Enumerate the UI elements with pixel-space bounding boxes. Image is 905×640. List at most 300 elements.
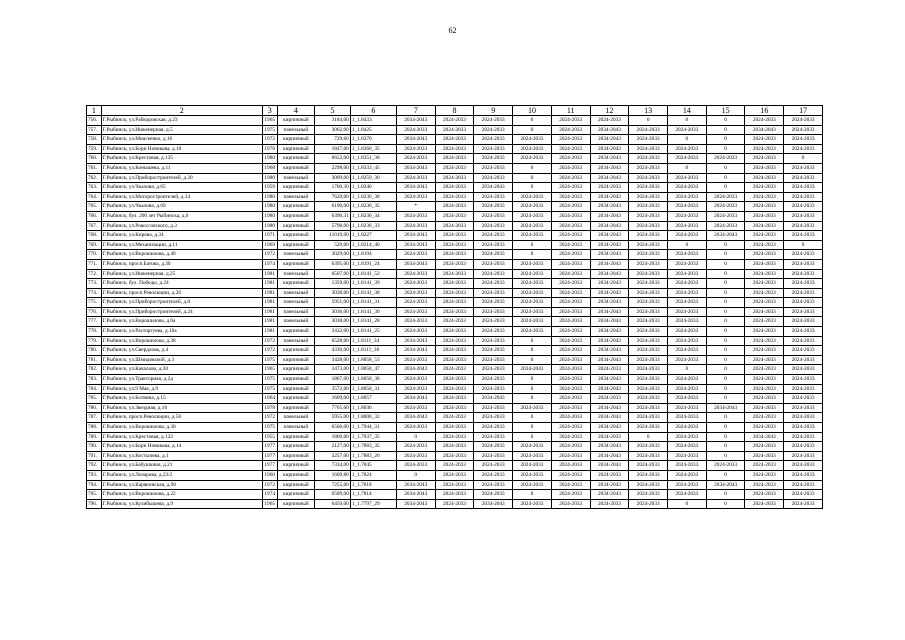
table-cell: Г.Рыбинск, ул.Кирова, д.34 [101,231,262,241]
table-cell: 2024-2033 [474,480,513,490]
table-cell: 2024-2033 [513,403,552,413]
table-cell: 2024-2033 [629,211,668,221]
column-header: 2 [101,106,262,116]
table-cell: 0 [513,336,552,346]
table-cell: 2024-2033 [629,346,668,356]
table-cell: 0 [706,116,745,126]
table-row [87,365,823,375]
table-cell: панельный [277,250,315,260]
table-row [87,461,823,471]
table-cell: 1981 [262,317,277,327]
table-cell: 2024-2033 [629,499,668,509]
table-cell: 2024-2033 [435,144,474,154]
table-cell: Г.Рыбинск, ул.Свердлова, д.4 [101,346,262,356]
table-cell: 1975 [262,423,277,433]
table-cell: 1_1.8433 [350,116,396,126]
table-cell: 2024-2033 [784,394,823,404]
table-cell: 2024-2033 [629,480,668,490]
table-cell: 2024-2033 [513,154,552,164]
table-cell: 7334,00 [315,461,351,471]
table-cell: 766. [87,211,102,221]
table-cell: 2024-2033 [784,480,823,490]
table-cell: 2034-2043 [590,307,629,317]
table-cell: кирпичный [277,231,315,241]
table-cell: 2024-2033 [435,365,474,375]
table-cell: 1860,00 [315,432,351,442]
table-cell: 0 [668,135,707,145]
table-cell: кирпичный [277,394,315,404]
table-cell: 7620,00 [315,192,351,202]
table-cell: 2034-2043 [396,259,435,269]
table-cell: кирпичный [277,279,315,289]
table-cell: 729,60 [315,135,351,145]
table-cell: 2024-2033 [551,470,590,480]
table-cell: кирпичный [277,135,315,145]
table-cell: 2024-2033 [706,221,745,231]
table-cell: 2024-2033 [784,432,823,442]
table-cell: 2024-2033 [745,470,784,480]
table-cell: 2024-2033 [629,144,668,154]
table-cell: 2024-2033 [668,346,707,356]
table-cell: 2034-2043 [396,135,435,145]
table-cell: 2024-2033 [474,221,513,231]
table-cell: 760. [87,154,102,164]
table-cell: 794. [87,480,102,490]
table-cell: 2024-2033 [668,384,707,394]
table-cell: 793. [87,470,102,480]
table-row [87,375,823,385]
table-cell: 0 [513,432,552,442]
table-row [87,346,823,356]
table-cell: Г.Рыбинск, ул.Бори Новикова, д.14 [101,442,262,452]
table-cell: 2024-2033 [513,231,552,241]
table-cell: 2024-2033 [435,355,474,365]
table-cell: 0 [706,423,745,433]
table-cell: 2024-2033 [551,269,590,279]
table-cell: Г.Рыбинск, бул. 200 лет Рыбинска, д.6 [101,211,262,221]
table-cell: 0 [706,365,745,375]
table-cell: 2024-2033 [474,288,513,298]
table-cell: 2024-2033 [784,192,823,202]
table-cell: 2024-2033 [745,298,784,308]
table-cell: 1975 [262,125,277,135]
table-cell: 1609,00 [315,394,351,404]
table-cell: 2024-2033 [590,470,629,480]
table-cell: 1_1.7883_35 [350,442,396,452]
table-cell: 6507,00 [315,269,351,279]
table-cell: 2024-2033 [784,461,823,471]
page-number: 62 [448,26,457,35]
table-cell: панельный [277,423,315,433]
table-cell: 2024-2033 [590,365,629,375]
table-cell: 11019,00 [315,231,351,241]
table-cell: 2024-2033 [474,442,513,452]
table-cell: 2298,00 [315,163,351,173]
table-cell: 2024-2033 [706,154,745,164]
table-cell: 2024-2033 [745,163,784,173]
table-cell: 2024-2033 [629,202,668,212]
table-cell: 763. [87,183,102,193]
table-cell: 2024-2033 [784,183,823,193]
table-cell: 4330,00 [315,346,351,356]
table-cell: 769. [87,240,102,250]
table-cell: 2034-2043 [590,336,629,346]
table-cell: 1_1.8259_30 [350,173,396,183]
table-cell: 1_1.8141_28 [350,317,396,327]
table-cell: 0 [513,394,552,404]
table-cell: 6190,00 [315,202,351,212]
table-cell: 2024-2033 [706,202,745,212]
table-cell: 0 [706,125,745,135]
table-cell: кирпичный [277,183,315,193]
table-cell: 2024-2033 [784,135,823,145]
table-cell: 2024-2033 [551,451,590,461]
table-cell: 2024-2033 [435,173,474,183]
table-cell: 786. [87,403,102,413]
table-cell: 2024-2033 [396,125,435,135]
table-cell: 2024-2033 [551,288,590,298]
table-cell: 2024-2033 [474,116,513,126]
table-cell: 2024-2033 [745,384,784,394]
table-cell: 2024-2033 [668,451,707,461]
table-cell: 2034-2043 [396,240,435,250]
table-cell: кирпичный [277,365,315,375]
table-cell: 1_1.8191_24 [350,259,396,269]
table-cell: 782. [87,365,102,375]
table-cell: Г.Рыбинск, ул.Шмидовской, д.3 [101,355,262,365]
table-cell: 2024-2033 [551,116,590,126]
table-cell: 2024-2033 [474,144,513,154]
table-cell: 2024-2033 [668,288,707,298]
table-cell: 0 [706,413,745,423]
table-cell: 1_1.7818 [350,480,396,490]
table-cell: 2024-2033 [435,192,474,202]
table-cell: 1_1.7814 [350,490,396,500]
table-cell: 1_1.7883_26 [350,451,396,461]
table-cell: 2024-2033 [435,298,474,308]
table-cell: 2024-2033 [668,298,707,308]
table-cell: 2034-2043 [590,423,629,433]
table-row [87,432,823,442]
table-cell: 1_1.8058_38 [350,375,396,385]
table-row [87,183,823,193]
table-cell: 1981 [262,307,277,317]
table-cell: 2024-2033 [629,298,668,308]
table-row [87,202,823,212]
table-cell: 2024-2033 [435,240,474,250]
table-cell: 2024-2033 [513,202,552,212]
table-cell: 2024-2033 [784,288,823,298]
table-row [87,192,823,202]
table-cell: 796. [87,499,102,509]
table-cell: 2024-2033 [474,202,513,212]
table-cell: 2024-2033 [629,355,668,365]
table-cell: 7765,60 [315,403,351,413]
table-cell: 1980 [262,202,277,212]
table-cell: 2024-2033 [629,403,668,413]
table-cell: 2024-2033 [396,221,435,231]
table-cell: 2024-2033 [435,154,474,164]
table-row [87,307,823,317]
table-cell: 2024-2033 [784,327,823,337]
table-cell: 2034-2043 [590,154,629,164]
table-cell: 2024-2033 [590,116,629,126]
column-header: 17 [784,106,823,116]
table-row [87,317,823,327]
table-cell: 2024-2033 [551,442,590,452]
table-cell: 2034-2043 [590,413,629,423]
table-cell: 3062,00 [315,125,351,135]
table-cell: 2024-2033 [784,221,823,231]
table-cell: 2024-2033 [590,183,629,193]
table-cell: 0 [706,298,745,308]
table-cell: 761. [87,163,102,173]
table-cell: 1_1.7944_31 [350,423,396,433]
table-cell: 1972 [262,135,277,145]
table-cell: 0 [668,240,707,250]
table-cell: 2024-2033 [474,211,513,221]
table-cell: 2024-2033 [513,288,552,298]
table-cell: 2034-2043 [513,365,552,375]
table-cell: 1974 [262,490,277,500]
table-cell: 771. [87,259,102,269]
table-row [87,413,823,423]
table-row [87,250,823,260]
table-cell: 1981 [262,327,277,337]
table-cell: 2024-2033 [784,423,823,433]
header-row [87,106,823,116]
table-cell: 1359,00 [315,279,351,289]
table-cell: 2024-2033 [668,355,707,365]
table-cell: 2024-2033 [551,317,590,327]
table-cell: 2024-2033 [590,394,629,404]
table-cell: 2024-2033 [551,259,590,269]
table-cell: 790. [87,442,102,452]
table-row [87,173,823,183]
table-cell: 1_1.8141_39 [350,279,396,289]
table-cell: 2024-2033 [629,154,668,164]
table-cell: 2024-2033 [668,375,707,385]
table-row [87,231,823,241]
table-cell: 2024-2033 [435,202,474,212]
table-cell: 1_1.8036 [350,403,396,413]
table-cell: 6450,00 [315,499,351,509]
table-cell: 2024-2033 [745,375,784,385]
table-row [87,269,823,279]
table-cell: кирпичный [277,490,315,500]
table-cell: 2024-2033 [435,403,474,413]
table-cell: 2034-2043 [706,403,745,413]
table-row [87,163,823,173]
table-cell: 1_1.8333_45 [350,163,396,173]
table-cell: 0 [513,163,552,173]
table-cell: кирпичный [277,116,315,126]
table-cell: 1_1.8141_52 [350,269,396,279]
table-cell: 2024-2033 [513,307,552,317]
table-cell: 2024-2033 [629,173,668,183]
table-cell: 2024-2033 [551,403,590,413]
table-cell: 2024-2033 [668,125,707,135]
table-cell: 6589,00 [315,490,351,500]
table-cell: 779. [87,336,102,346]
table-cell: Г.Рыбинск, бул. Победы, д.24 [101,279,262,289]
table-cell: 2024-2033 [551,394,590,404]
table-cell: 1974 [262,259,277,269]
table-cell: 2024-2033 [551,279,590,289]
table-cell: 2024-2033 [435,231,474,241]
table-cell: 1_1.8058_53 [350,355,396,365]
table-cell: 2024-2033 [435,499,474,509]
table-cell: 2024-2033 [551,499,590,509]
table-cell: кирпичный [277,154,315,164]
table-row [87,211,823,221]
table-cell: кирпичный [277,461,315,471]
table-cell: 0 [706,240,745,250]
table-cell: 2024-2033 [551,125,590,135]
table-cell: Г.Рыбинск, просп.Революции, д.58 [101,413,262,423]
table-cell: 2024-2033 [435,269,474,279]
table-cell: 2024-2033 [396,173,435,183]
table-cell: 0 [629,432,668,442]
table-cell: 2024-2033 [745,336,784,346]
table-cell: 2024-2033 [668,269,707,279]
table-cell: Г.Рыбинск, ул.Тракторная, д.2д [101,375,262,385]
table-cell: 2034-2043 [396,413,435,423]
table-cell: 0 [513,384,552,394]
table-cell: 2024-2033 [745,192,784,202]
table-cell: 759. [87,144,102,154]
table-cell: 2024-2033 [435,470,474,480]
table-cell: 2024-2033 [629,490,668,500]
table-cell: 1980 [262,221,277,231]
table-cell: 2024-2033 [668,173,707,183]
table-cell: 2024-2033 [551,365,590,375]
table-cell: 2024-2033 [396,317,435,327]
table-row [87,355,823,365]
table-cell: 2024-2033 [474,317,513,327]
table-cell: 2024-2033 [629,231,668,241]
table-cell: 1972 [262,346,277,356]
table-cell: 2034-2043 [590,442,629,452]
table-cell: 764. [87,192,102,202]
table-cell: 2024-2033 [435,346,474,356]
table-cell: 2024-2033 [629,461,668,471]
table-cell: 2024-2033 [513,327,552,337]
table-cell: 2024-2033 [551,480,590,490]
table-cell: Г.Рыбинск, ул.Расторгуева, д.10а [101,327,262,337]
table-cell: 2024-2033 [396,384,435,394]
table-cell: 2024-2033 [513,279,552,289]
table-cell: 2034-2043 [590,346,629,356]
table-cell: 2024-2033 [668,327,707,337]
table-cell: 2024-2033 [668,413,707,423]
table-cell: 2024-2033 [435,432,474,442]
table-cell: 0 [706,279,745,289]
table-cell: 2034-2043 [590,135,629,145]
column-header: 13 [629,106,668,116]
table-cell: 2024-2033 [668,279,707,289]
table-cell: 2024-2033 [396,211,435,221]
table-cell: 2024-2033 [551,135,590,145]
table-cell: 2024-2033 [513,298,552,308]
table-cell: 2024-2033 [435,211,474,221]
table-cell: Г.Рыбинск, ул.Приборостроителей, д.20 [101,173,262,183]
table-cell: 3428,00 [315,355,351,365]
table-cell: 2024-2033 [551,327,590,337]
table-cell: 2024-2033 [784,269,823,279]
table-cell: 2024-2033 [784,403,823,413]
table-cell: Г.Рыбинск, ул.Приборостроителей, д.24 [101,307,262,317]
table-cell: 2024-2033 [474,490,513,500]
table-cell: Г.Рыбинск, ул.Конышева, д.11 [101,163,262,173]
table-row [87,480,823,490]
table-cell: Г.Рыбинск, ул.Рабкоровская, д.23 [101,116,262,126]
table-cell: 0 [706,259,745,269]
table-cell: 0 [706,394,745,404]
table-cell: 0 [706,327,745,337]
table-cell: 3009,00 [315,173,351,183]
table-cell: 2024-2033 [513,461,552,471]
table-cell: 2024-2033 [551,298,590,308]
table-cell: 2024-2033 [784,307,823,317]
table-cell: 1_1.7845 [350,461,396,471]
table-cell: 2034-2043 [590,192,629,202]
table-cell: 2024-2033 [590,499,629,509]
table-row [87,327,823,337]
table-cell: панельный [277,336,315,346]
table-cell: 2024-2033 [396,375,435,385]
table-cell: 2024-2033 [668,221,707,231]
table-row [87,451,823,461]
table-cell: 1960 [262,470,277,480]
table-cell: 2024-2033 [474,269,513,279]
table-cell: 783. [87,375,102,385]
table-cell: 2024-2033 [745,480,784,490]
table-cell: 2034-2043 [590,317,629,327]
table-cell: 2024-2033 [629,423,668,433]
table-cell: 2024-2033 [435,461,474,471]
table-cell: 2024-2033 [745,307,784,317]
table-cell: 2024-2033 [668,336,707,346]
table-cell: 2024-2033 [629,317,668,327]
table-cell: 2024-2033 [629,327,668,337]
table-cell: 2024-2033 [435,375,474,385]
table-cell: 756. [87,116,102,126]
table-cell: 2024-2033 [513,317,552,327]
table-cell: кирпичный [277,432,315,442]
table-cell: 2024-2033 [474,355,513,365]
table-cell: 2034-2043 [590,211,629,221]
table-cell: кирпичный [277,384,315,394]
table-cell: 2024-2033 [745,240,784,250]
table-cell: Г.Рыбинск, ул.Рокоссовского, д.3 [101,221,262,231]
table-cell: 3038,00 [315,288,351,298]
table-cell: 2024-2033 [629,125,668,135]
table-cell: 757. [87,125,102,135]
table-cell: Г.Рыбинск, ул.Моторостроителей, д.14 [101,192,262,202]
table-cell: 2024-2033 [629,442,668,452]
table-cell: 1971 [262,231,277,241]
table-cell: Г.Рыбинск, ул.Крестовая, д.135 [101,154,262,164]
table-cell: 2024-2033 [474,423,513,433]
table-cell: 2024-2033 [474,365,513,375]
table-cell: 2024-2033 [435,221,474,231]
table-cell: 0 [706,384,745,394]
table-cell: 2024-2033 [629,451,668,461]
table-cell: 1_1.8236_33 [350,221,396,231]
table-cell: 0 [706,346,745,356]
table-cell: 2024-2033 [551,307,590,317]
